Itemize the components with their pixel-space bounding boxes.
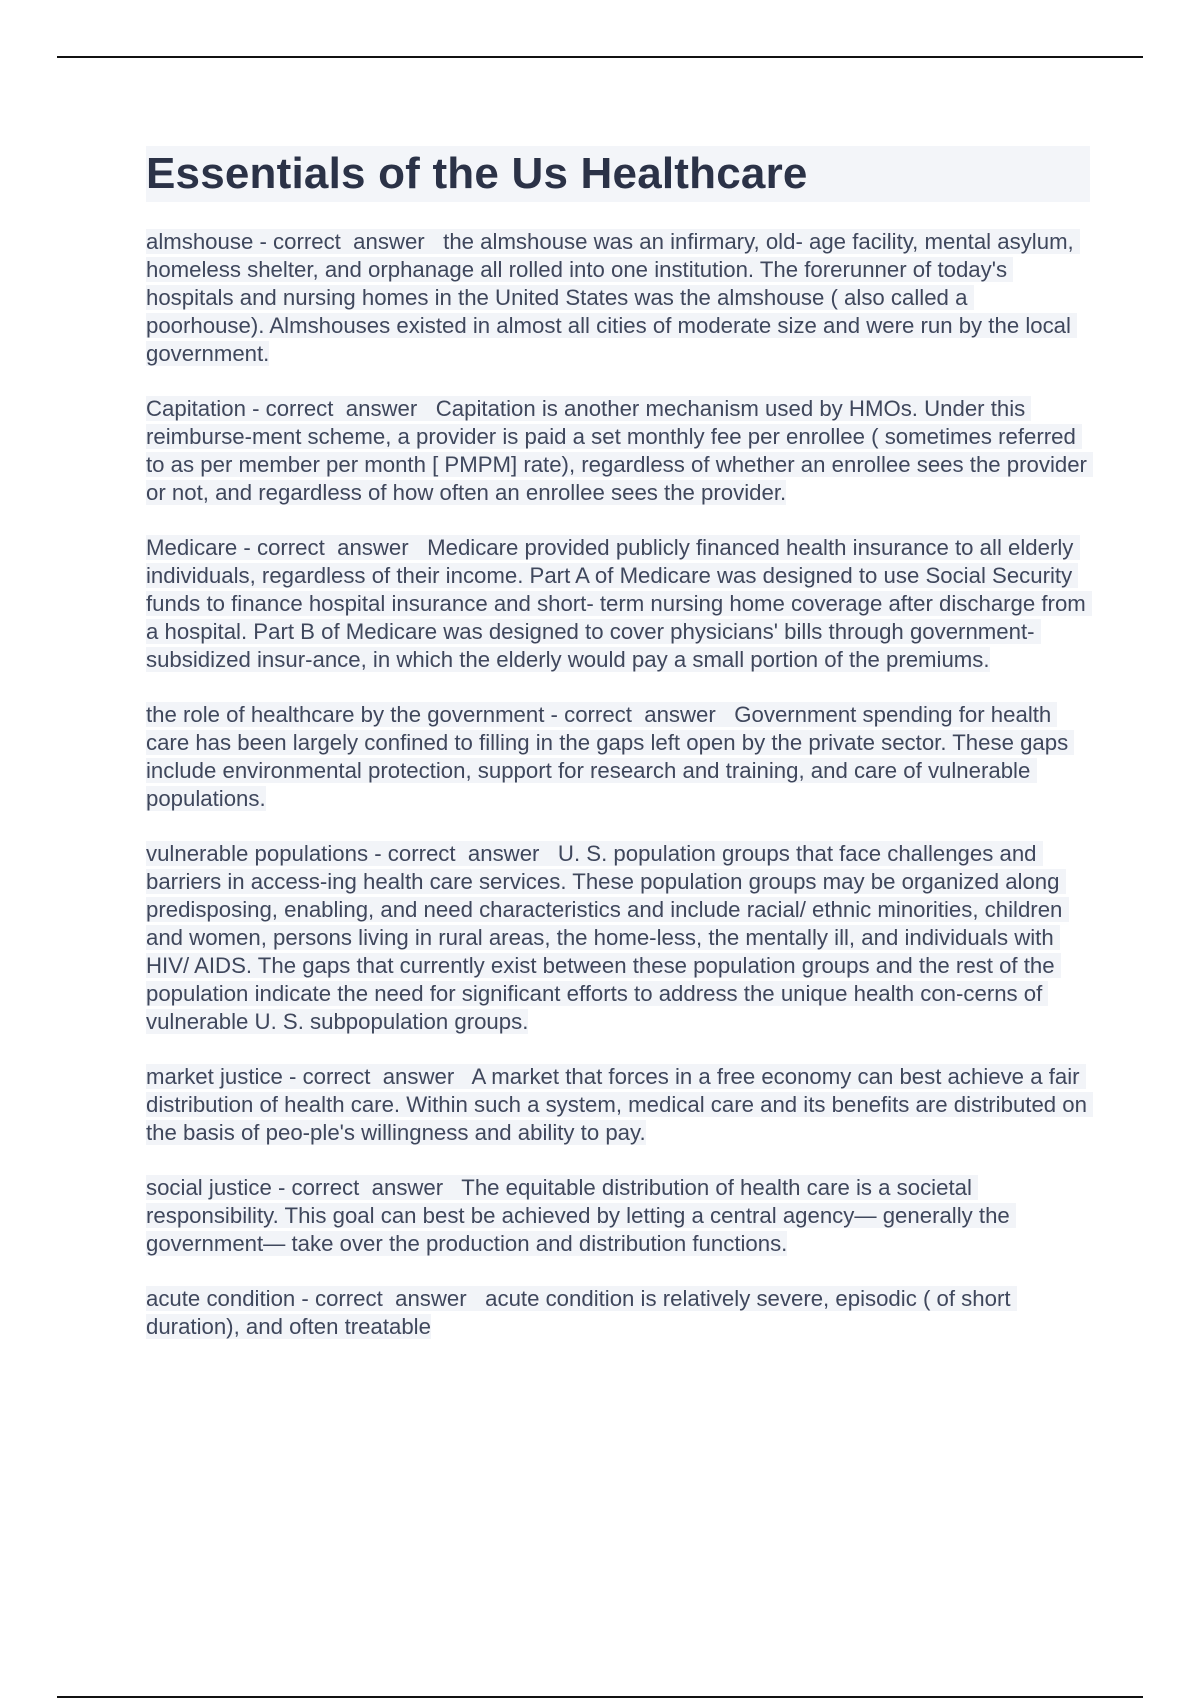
entry-market-justice bbox=[146, 1063, 1094, 1147]
entry-term: Capitation - correct answer bbox=[146, 396, 436, 421]
page-title: Essentials of the Us Healthcare bbox=[146, 146, 1090, 202]
entry-term: market justice - correct answer bbox=[146, 1064, 472, 1089]
entry-definition: U. S. population groups that face challenges and barriers in access-ing health care services. These population groups may be organized along predisposing, enabling, and need characteristics and include racial/ ethnic minorities, children and women, persons living in rural areas, the home-less, the mentally ill, and individuals with HIV/ AIDS. The gaps that currently exist between these population groups and the rest of the population indicate the need for significant efforts to address the unique health con-cerns of vulnerable U. S. subpopulation groups. bbox=[146, 841, 1069, 1034]
entry-definition: acute condition is relatively severe, episodic ( of short duration), and often treatable bbox=[146, 1286, 1017, 1339]
entry-definition: Medicare provided publicly financed health insurance to all elderly individuals, regardless of their income. Part A of Medicare was designed to use Social Security funds to finance hospital insurance and short- term nursing home coverage after discharge from a hospital. Part B of Medicare was designed to cover physicians' bills through government- subsidized insur-ance, in which the elderly would pay a small portion of the premiums. bbox=[146, 535, 1092, 672]
entry-capitation bbox=[146, 395, 1094, 507]
entry-definition: Government spending for health care has been largely confined to filling in the gaps left open by the private sector. These gaps include environmental protection, support for research and training, and care of vulnerable populations. bbox=[146, 702, 1075, 811]
page-content bbox=[146, 146, 1094, 1368]
entry-definition: Capitation is another mechanism used by HMOs. Under this reimburse-ment scheme, a provider is paid a set monthly fee per enrollee ( sometimes referred to as per member per month [ PMPM] rate), regardless of whether an enrollee sees the provider or not, and regardless of how often an enrollee sees the provider. bbox=[146, 396, 1094, 505]
entry-list bbox=[146, 228, 1094, 1341]
entry-term: almshouse - correct answer bbox=[146, 229, 444, 254]
entry-social-justice bbox=[146, 1174, 1090, 1258]
entry-definition: The equitable distribution of health care is a societal responsibility. This goal can best be achieved by letting a central agency— generally the government— take over the production and distribution functions. bbox=[146, 1175, 1016, 1256]
top-rule bbox=[57, 56, 1143, 58]
entry-term: acute condition - correct answer bbox=[146, 1286, 486, 1311]
entry-role-of-government bbox=[146, 701, 1090, 813]
entry-term: the role of healthcare by the government - correct answer bbox=[146, 702, 735, 727]
entry-almshouse bbox=[146, 228, 1090, 368]
entry-definition: the almshouse was an infirmary, old- age facility, mental asylum, homeless shelter, and orphanage all rolled into one institution. The forerunner of today's hospitals and nursing homes in the United States was the almshouse ( also called a poorhouse). Almshouses existed in almost all cities of moderate size and were run by the local government. bbox=[146, 229, 1080, 366]
entry-vulnerable-populations bbox=[146, 840, 1090, 1036]
entry-term: vulnerable populations - correct answer bbox=[146, 841, 558, 866]
entry-medicare bbox=[146, 534, 1090, 674]
entry-definition: A market that forces in a free economy can best achieve a fair distribution of health care. Within such a system, medical care and its benefits are distributed on the basis of peo-ple's willingness and ability to pay. bbox=[146, 1064, 1094, 1145]
bottom-rule bbox=[57, 1696, 1143, 1698]
entry-term: social justice - correct answer bbox=[146, 1175, 462, 1200]
entry-acute-condition bbox=[146, 1285, 1090, 1341]
entry-term: Medicare - correct answer bbox=[146, 535, 428, 560]
